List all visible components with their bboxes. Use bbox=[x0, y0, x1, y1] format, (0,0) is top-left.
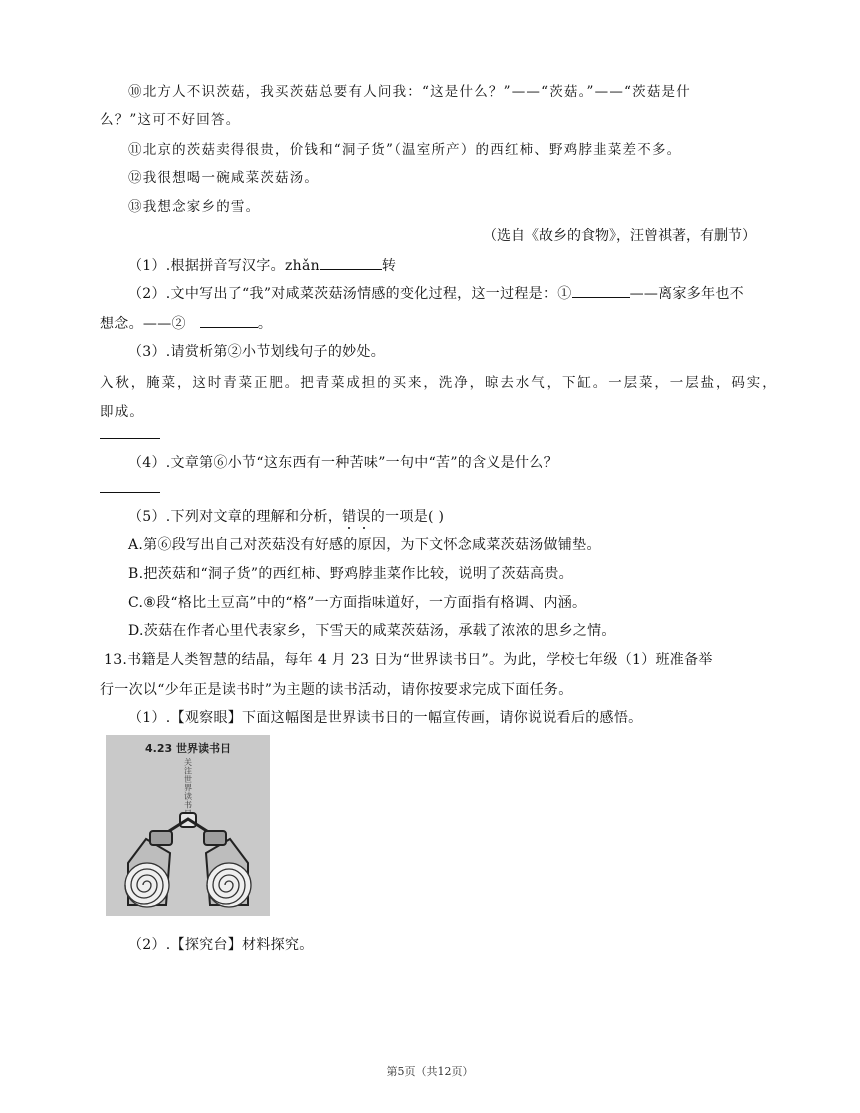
poster-vertical-char: 注 bbox=[184, 766, 192, 776]
question-2-line-1 bbox=[128, 283, 744, 303]
question-4-answer-line[interactable] bbox=[100, 492, 160, 493]
question-2-blank-1[interactable] bbox=[572, 283, 630, 298]
question-3-quote-line-2: 即成。 bbox=[100, 404, 145, 420]
question-13-line-2: 行一次以“少年正是读书时”为主题的读书活动，请你按要求完成下面任务。 bbox=[100, 682, 573, 698]
paragraph-10-line-1: ⑩北方人不识茨菇，我买茨菇总要有人问我：“这是什么？”——“茨菇。”——“茨菇是什 bbox=[128, 84, 691, 100]
question-5 bbox=[128, 506, 444, 526]
question-3-quote-line-1: 入秋，腌菜，这时青菜正肥。把青菜成担的买来，洗净，晾去水气，下缸。一层菜，一层盐，码实， bbox=[100, 375, 778, 391]
world-book-day-poster bbox=[106, 735, 270, 916]
question-2-line-2-prefix: 想念。——② bbox=[100, 316, 186, 332]
question-3: （3）.请赏析第②小节划线句子的妙处。 bbox=[128, 344, 386, 360]
question-2-line-2-suffix: 。 bbox=[257, 316, 273, 332]
page-footer: 第5页（共12页） bbox=[386, 1065, 474, 1078]
question-1-suffix: 转 bbox=[381, 258, 397, 274]
question-13-sub-1: （1）.【观察眼】下面这幅图是世界读书日的一幅宣传画，请你说说看后的感悟。 bbox=[128, 710, 643, 726]
option-d[interactable]: D.茨菇在作者心里代表家乡，下雪天的咸菜茨菇汤，承载了浓浓的思乡之情。 bbox=[128, 623, 616, 639]
paragraph-11: ⑪北京的茨菇卖得很贵，价钱和“洞子货”（温室所产）的西红柿、野鸡脖韭菜差不多。 bbox=[128, 142, 682, 158]
question-2-line-2 bbox=[100, 313, 272, 333]
poster-title: 4.23 世界读书日 bbox=[145, 742, 231, 755]
option-c[interactable]: C.⑧段“格比土豆高”中的“格”一方面指味道好，一方面指有格调、内涵。 bbox=[128, 595, 587, 611]
poster-vertical-char: 书 bbox=[184, 800, 192, 810]
emphasis-char-1: 错 bbox=[342, 509, 357, 525]
poster-vertical-char: 读 bbox=[184, 792, 192, 801]
question-2-mid: ——离家多年也不 bbox=[629, 286, 744, 302]
question-4: （4）.文章第⑥小节“这东西有一种苦味”一句中“苦”的含义是什么？ bbox=[128, 455, 558, 471]
question-1-prompt: （1）.根据拼音写汉字。zhǎn bbox=[128, 258, 320, 274]
question-1-blank[interactable] bbox=[320, 255, 382, 270]
question-1 bbox=[128, 255, 396, 275]
paragraph-10-line-2: 么？”这可不好回答。 bbox=[100, 112, 241, 128]
option-b[interactable]: B.把茨菇和“洞子货”的西红柿、野鸡脖韭菜作比较，说明了茨菇高贵。 bbox=[128, 566, 573, 582]
question-2-blank-2[interactable] bbox=[200, 313, 258, 328]
paragraph-13: ⑬我想念家乡的雪。 bbox=[128, 199, 261, 215]
poster-vertical-char: 界 bbox=[184, 783, 192, 793]
emphasis-char-2: 误 bbox=[356, 509, 371, 525]
question-5-suffix: 的一项是( ) bbox=[370, 509, 445, 525]
question-2-prompt: （2）.文中写出了“我”对咸菜茨菇汤情感的变化过程，这一过程是：① bbox=[128, 286, 572, 302]
option-a[interactable]: A.第⑥段写出自己对茨菇没有好感的原因，为下文怀念咸菜茨菇汤做铺垫。 bbox=[128, 537, 601, 553]
question-13-line-1: 13.书籍是人类智慧的结晶，每年 4 月 23 日为“世界读书日”。为此，学校七年级（1）班准备举 bbox=[104, 652, 713, 668]
question-5-prompt: （5）.下列对文章的理解和分析， bbox=[128, 509, 343, 525]
paragraph-12: ⑫我很想喝一碗咸菜茨菇汤。 bbox=[128, 170, 320, 186]
source-citation: （选自《故乡的食物》，汪曾祺著，有删节） bbox=[483, 228, 756, 244]
question-13-sub-2: （2）.【探究台】材料探究。 bbox=[128, 937, 314, 953]
question-3-answer-line[interactable] bbox=[100, 438, 160, 439]
poster-vertical-char: 世 bbox=[184, 775, 192, 784]
poster-vertical-char: 关 bbox=[184, 758, 192, 767]
